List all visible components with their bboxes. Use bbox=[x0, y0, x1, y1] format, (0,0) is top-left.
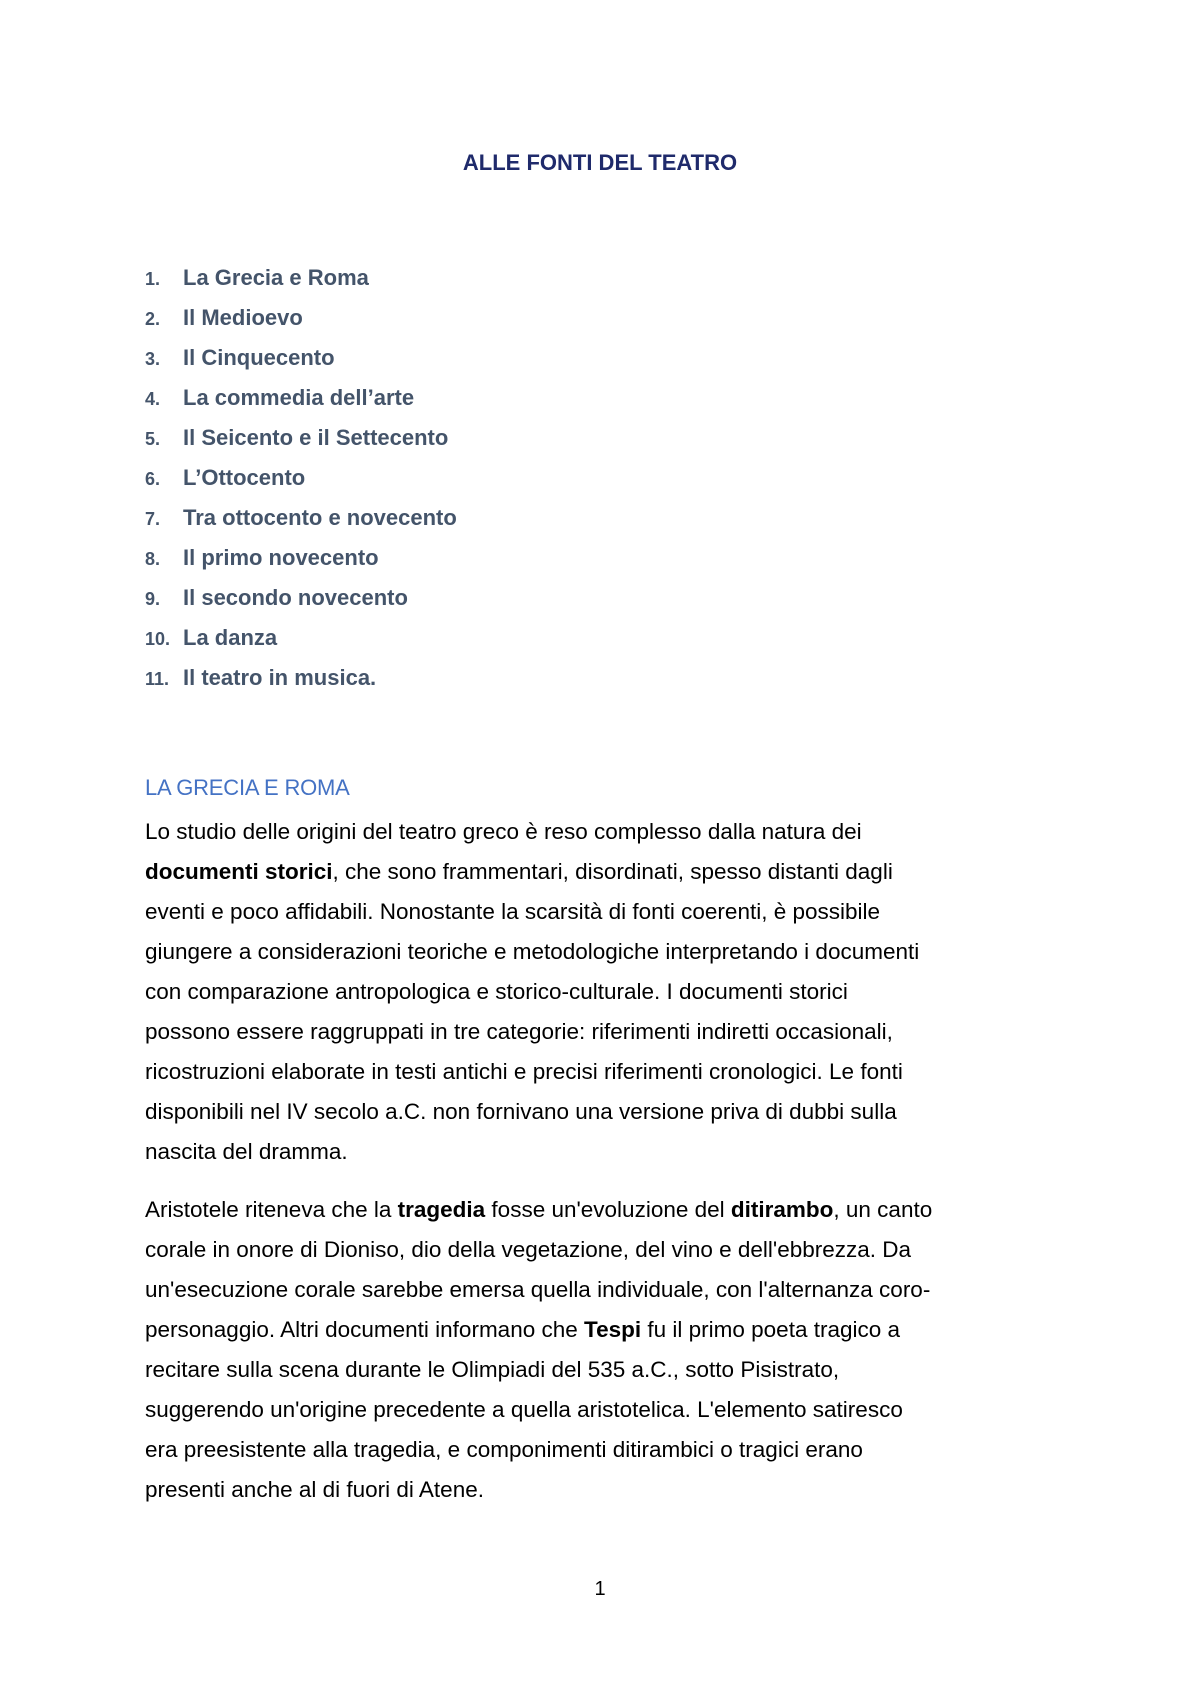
text-line bbox=[145, 892, 1065, 932]
toc-item-label: Il secondo novecento bbox=[183, 585, 408, 610]
toc-item-label: La commedia dell’arte bbox=[183, 385, 415, 410]
text-run: fosse un'evoluzione del bbox=[485, 1197, 731, 1222]
toc-item-label: Il Seicento e il Settecento bbox=[183, 425, 449, 450]
toc-item-label: Il Medioevo bbox=[183, 305, 303, 330]
toc-item bbox=[145, 418, 457, 458]
text-run: giungere a considerazioni teoriche e metodologiche interpretando i documenti bbox=[145, 939, 920, 964]
text-run: personaggio. Altri documenti informano che bbox=[145, 1317, 585, 1342]
toc-item-label: Il Cinquecento bbox=[183, 345, 335, 370]
text-run: suggerendo un'origine precedente a quella aristotelica. L'elemento satiresco bbox=[145, 1397, 903, 1422]
text-line bbox=[145, 1430, 1065, 1470]
text-run: , un canto bbox=[833, 1197, 933, 1222]
toc-item bbox=[145, 338, 457, 378]
toc-item bbox=[145, 538, 457, 578]
text-line bbox=[145, 1190, 1065, 1230]
text-line bbox=[145, 1390, 1065, 1430]
text-line bbox=[145, 1270, 1065, 1310]
text-run: eventi e poco affidabili. Nonostante la scarsità di fonti coerenti, è possibile bbox=[145, 899, 881, 924]
text-run: presenti anche al di fuori di Atene. bbox=[145, 1477, 484, 1502]
text-run: , che sono frammentari, disordinati, spesso distanti dagli bbox=[332, 859, 893, 884]
toc-item-number: 2. bbox=[145, 309, 161, 329]
document-title: ALLE FONTI DEL TEATRO bbox=[462, 150, 738, 175]
text-line bbox=[145, 812, 1065, 852]
text-run: con comparazione antropologica e storico-culturale. I documenti storici bbox=[145, 979, 848, 1004]
bold-term: Tespi bbox=[584, 1317, 642, 1342]
text-line bbox=[145, 932, 1065, 972]
text-run: nascita del dramma. bbox=[145, 1139, 348, 1164]
text-line bbox=[145, 1310, 1065, 1350]
toc-item-number: 4. bbox=[145, 389, 161, 409]
toc-item bbox=[145, 658, 457, 698]
text-run: Aristotele riteneva che la bbox=[145, 1197, 398, 1222]
toc-item-label: Il teatro in musica. bbox=[183, 665, 377, 690]
bold-term: ditirambo bbox=[730, 1197, 834, 1222]
text-run: Lo studio delle origini del teatro greco è reso complesso dalla natura dei bbox=[145, 819, 862, 844]
bold-term: documenti storici bbox=[145, 859, 333, 884]
text-run: un'esecuzione corale sarebbe emersa quella individuale, con l'alternanza coro- bbox=[145, 1277, 931, 1302]
body-paragraph bbox=[145, 1190, 1065, 1510]
bold-term: tragedia bbox=[397, 1197, 486, 1222]
toc-item-label: Tra ottocento e novecento bbox=[183, 505, 457, 530]
text-run: fu il primo poeta tragico a bbox=[641, 1317, 901, 1342]
text-line bbox=[145, 972, 1065, 1012]
text-line bbox=[145, 1470, 1065, 1510]
text-line bbox=[145, 1092, 1065, 1132]
toc-item-label: L’Ottocento bbox=[183, 465, 306, 490]
text-run: era preesistente alla tragedia, e componimenti ditirambici o tragici erano bbox=[145, 1437, 863, 1462]
toc-item-label: Il primo novecento bbox=[183, 545, 379, 570]
text-line bbox=[145, 1012, 1065, 1052]
toc-item-number: 3. bbox=[145, 349, 161, 369]
toc-item bbox=[145, 498, 457, 538]
section-heading: LA GRECIA E ROMA bbox=[145, 775, 350, 800]
toc-item bbox=[145, 578, 457, 618]
text-line bbox=[145, 852, 1065, 892]
text-line bbox=[145, 1230, 1065, 1270]
toc-item-label: La Grecia e Roma bbox=[183, 265, 369, 290]
toc-item-number: 6. bbox=[145, 469, 161, 489]
toc-item bbox=[145, 258, 457, 298]
body-paragraph bbox=[145, 812, 1065, 1172]
toc-item bbox=[145, 618, 457, 658]
text-run: corale in onore di Dioniso, dio della vegetazione, del vino e dell'ebbrezza. Da bbox=[145, 1237, 912, 1262]
toc-item-number: 9. bbox=[145, 589, 161, 609]
text-run: ricostruzioni elaborate in testi antichi e precisi riferimenti cronologici. Le fonti bbox=[145, 1059, 903, 1084]
text-run: possono essere raggruppati in tre categorie: riferimenti indiretti occasionali, bbox=[145, 1019, 893, 1044]
text-line bbox=[145, 1132, 1065, 1172]
toc-item-number: 10. bbox=[145, 629, 171, 649]
text-line bbox=[145, 1052, 1065, 1092]
table-of-contents bbox=[145, 258, 457, 698]
toc-item-number: 7. bbox=[145, 509, 161, 529]
toc-item bbox=[145, 298, 457, 338]
toc-item-number: 1. bbox=[145, 269, 161, 289]
page-number: 1 bbox=[594, 1578, 606, 1600]
toc-item bbox=[145, 378, 457, 418]
text-run: disponibili nel IV secolo a.C. non fornivano una versione priva di dubbi sulla bbox=[145, 1099, 897, 1124]
toc-item bbox=[145, 458, 457, 498]
text-run: recitare sulla scena durante le Olimpiadi del 535 a.C., sotto Pisistrato, bbox=[145, 1357, 840, 1382]
toc-item-number: 5. bbox=[145, 429, 161, 449]
toc-item-number: 11. bbox=[145, 669, 170, 689]
toc-item-number: 8. bbox=[145, 549, 161, 569]
text-line bbox=[145, 1350, 1065, 1390]
toc-item-label: La danza bbox=[183, 625, 278, 650]
